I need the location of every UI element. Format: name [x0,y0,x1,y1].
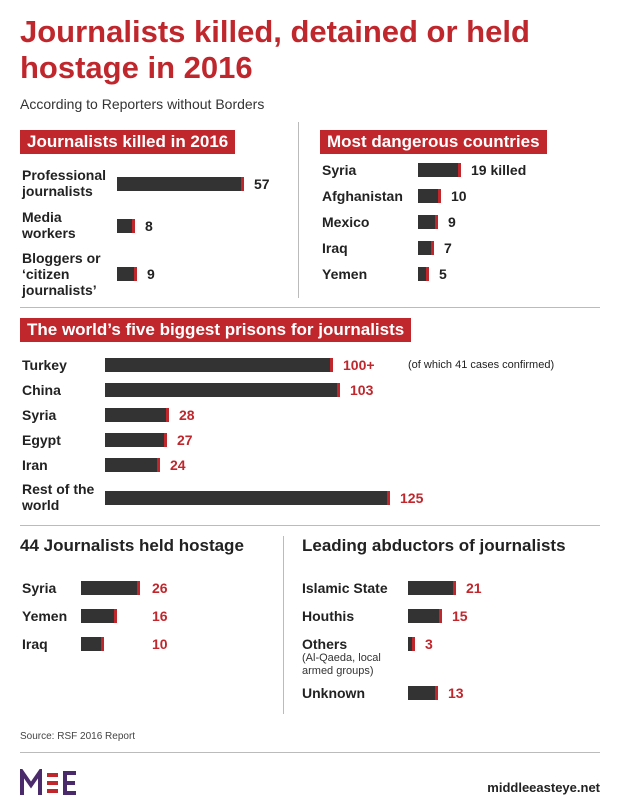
dangerous-value-3: 7 [444,240,452,256]
prisons-label-rest: Rest of the world [22,481,95,513]
killed-value-1: 8 [145,218,153,234]
killed-value-2: 9 [147,266,155,282]
dangerous-bar-4 [418,267,429,281]
prisons-label-syria: Syria [22,407,57,423]
prisons-value-4: 24 [170,457,186,473]
prisons-section-title: The world’s five biggest prisons for journalists [20,318,411,342]
dangerous-bar-1 [418,189,441,203]
hostage-value-2: 10 [152,636,168,652]
dangerous-label-syria: Syria [322,162,357,178]
prisons-bar-0 [105,358,333,372]
abductors-label-islamic-state: Islamic State [302,580,388,596]
dangerous-bar-3 [418,241,434,255]
killed-value-0: 57 [254,176,270,192]
abductors-section-title: Leading abductors of journalists [302,536,566,555]
dangerous-label-yemen: Yemen [322,266,368,282]
hostage-label-yemen: Yemen [22,608,68,624]
source-note: Source: RSF 2016 Report [20,731,136,742]
bottom-vertical-divider [283,536,284,714]
mee-logo-icon [20,769,80,797]
abductors-label-others: Others [302,636,348,652]
hostage-section-title: 44 Journalists held hostage [20,536,244,555]
prisons-value-3: 27 [177,432,193,448]
abductors-bar-3 [408,686,438,700]
hostage-bar-1 [81,609,117,623]
prisons-value-1: 103 [350,382,374,398]
hostage-bar-2 [81,637,104,651]
dangerous-label-iraq: Iraq [322,240,348,256]
prisons-label-china: China [22,382,61,398]
abductors-bar-2 [408,637,415,651]
abductors-value-1: 15 [452,608,468,624]
prisons-bar-3 [105,433,167,447]
abductors-label-houthis: Houthis [302,608,355,624]
hostage-label-iraq: Iraq [22,636,48,652]
dangerous-section-title: Most dangerous countries [320,130,547,154]
page-title: Journalists killed, detained or held hostage in 2016 [20,14,530,85]
dangerous-bar-0 [418,163,461,177]
page-subtitle: According to Reporters without Borders [20,96,265,112]
turkey-annotation: (of which 41 cases confirmed) [408,359,555,371]
dangerous-value-0: 19 killed [471,162,527,178]
mee-logo [20,769,80,797]
prisons-label-egypt: Egypt [22,432,61,448]
dangerous-value-4: 5 [439,266,447,282]
killed-label-media: Media workers [22,209,76,241]
dangerous-value-1: 10 [451,188,467,204]
prisons-bar-5 [105,491,390,505]
dangerous-label-afghanistan: Afghanistan [322,188,403,204]
dangerous-bar-2 [418,215,438,229]
killed-label-professional: Professional journalists [22,167,107,199]
prisons-bar-4 [105,458,160,472]
prisons-value-5: 125 [400,490,424,506]
abductors-others-note: (Al-Qaeda, local armed groups) [302,652,381,677]
divider-middle [20,525,600,526]
hostage-bar-0 [81,581,140,595]
prisons-label-turkey: Turkey [22,357,67,373]
abductors-value-3: 13 [448,685,464,701]
hostage-label-syria: Syria [22,580,57,596]
prisons-value-0: 100+ [343,357,375,373]
killed-bar-0 [117,177,244,191]
abductors-bar-1 [408,609,442,623]
abductors-value-2: 3 [425,636,433,652]
abductors-value-0: 21 [466,580,482,596]
prisons-bar-2 [105,408,169,422]
hostage-value-0: 26 [152,580,168,596]
killed-bar-2 [117,267,137,281]
killed-bar-1 [117,219,135,233]
prisons-value-2: 28 [179,407,195,423]
dangerous-value-2: 9 [448,214,456,230]
divider-top [20,307,600,308]
footer-divider [20,752,600,753]
top-vertical-divider [298,122,299,298]
abductors-bar-0 [408,581,456,595]
prisons-label-iran: Iran [22,457,48,473]
dangerous-label-mexico: Mexico [322,214,370,230]
killed-label-bloggers: Bloggers or ‘citizen journalists’ [22,250,101,298]
prisons-bar-1 [105,383,340,397]
abductors-label-unknown: Unknown [302,685,365,701]
killed-section-title: Journalists killed in 2016 [20,130,235,154]
site-url: middleeasteye.net [487,780,600,795]
hostage-value-1: 16 [152,608,168,624]
